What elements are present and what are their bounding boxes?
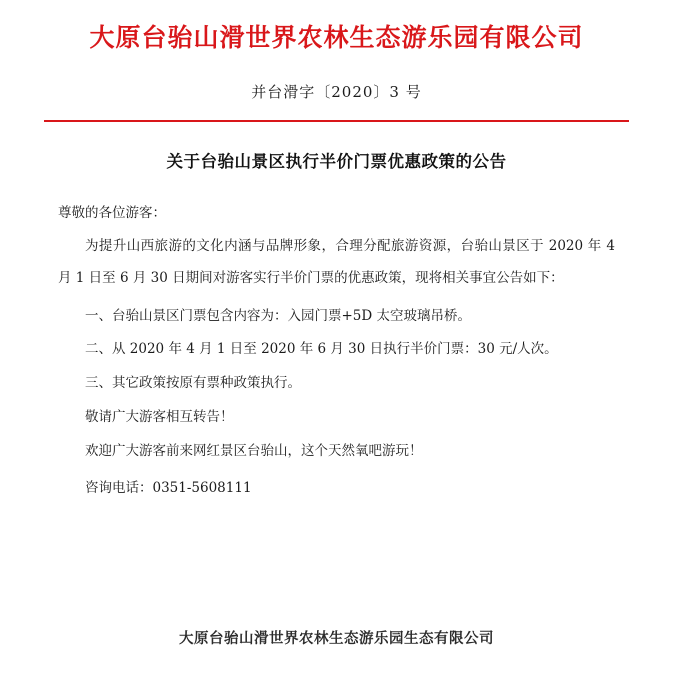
organization-title: 大原台骀山滑世界农林生态游乐园有限公司 (89, 23, 584, 52)
salutation: 尊敬的各位游客： (58, 204, 166, 221)
document-number: 并台滑字〔2020〕3 号 (251, 82, 422, 101)
document-header (0, 0, 673, 55)
contact-phone: 咨询电话：0351-5608111 (85, 480, 252, 497)
footer-strip (0, 666, 673, 674)
body-paragraph-3: 二、从 2020 年 4 月 1 日至 2020 年 6 月 30 日执行半价门票：30 元/人次。 (85, 341, 558, 358)
footer-organization: 大原台骀山滑世界农林生态游乐园生态有限公司 (179, 630, 494, 647)
document-body (58, 172, 615, 505)
red-divider-rule (44, 120, 629, 122)
document-subject-title: 关于台骀山景区执行半价门票优惠政策的公告 (166, 151, 507, 171)
body-paragraph-2: 一、台骀山景区门票包含内容为：入园门票+5D 太空玻璃吊桥。 (85, 307, 472, 324)
body-paragraph-6: 欢迎广大游客前来网红景区台骀山，这个天然氧吧游玩！ (85, 442, 423, 459)
body-paragraph-4: 三、其它政策按原有票种政策执行。 (85, 375, 301, 392)
body-paragraph-1: 为提升山西旅游的文化内涵与品牌形象，合理分配旅游资源，台骀山景区于 2020 年 4 月 1 日至 6 月 30 日期间对游客实行半价门票的优惠政策，现将相关事宜公告如下： (58, 238, 615, 286)
body-paragraph-5: 敬请广大游客相互转告！ (85, 408, 234, 425)
